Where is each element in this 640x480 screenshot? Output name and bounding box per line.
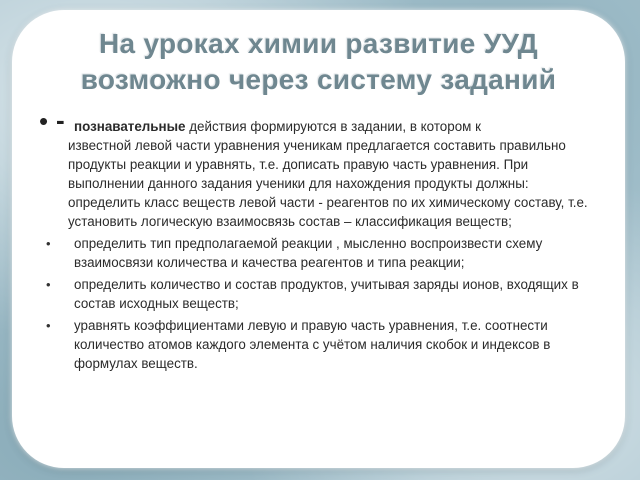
bullet-icon: • — [39, 106, 49, 136]
bullet-icon: • — [46, 236, 51, 251]
list-item — [46, 275, 605, 313]
list-item — [46, 316, 605, 373]
item-text: определить количество и состав продуктов, учитывая заряды ионов, входящих в состав исходных веществ; — [74, 277, 579, 311]
slide-panel — [12, 10, 625, 468]
item-text: определить тип предполагаемой реакции , мысленно воспроизвести схему взаимосвязи количества и качества реагентов и типа реакции; — [74, 236, 543, 270]
title-line-1: На уроках химии развитие УУД — [98, 28, 539, 59]
list-item — [39, 105, 605, 231]
list-item — [46, 234, 605, 272]
dash-mark: - — [56, 105, 65, 135]
item-text: уравнять коэффициентами левую и правую часть уравнения, т.е. соотнести количество атомов каждого элемента с учётом наличия скобок и индексов в формулах веществ. — [74, 318, 551, 371]
title-line-2: возможно через систему заданий — [80, 64, 557, 95]
bullet-list — [39, 105, 605, 376]
slide-title — [32, 26, 605, 98]
item-text-part: определить класс веществ левой части - реагентов по их химическому составу, т.е. установить логическую взаимосвязь состав – классификация веществ; — [68, 195, 588, 229]
bullet-icon: • — [46, 318, 51, 333]
item-text-part: известной левой части уравнения ученикам предлагается составить правильно продукты реакции и уравнять, т.е. дописать правую часть уравнения. При выполнении данного задания ученики для нахождения продукты должны: — [68, 138, 566, 191]
bullet-icon: • — [46, 277, 51, 292]
item-text-part: действия формируются в задании, в котором к — [185, 119, 481, 134]
item-bold-term: познавательные — [74, 119, 186, 134]
